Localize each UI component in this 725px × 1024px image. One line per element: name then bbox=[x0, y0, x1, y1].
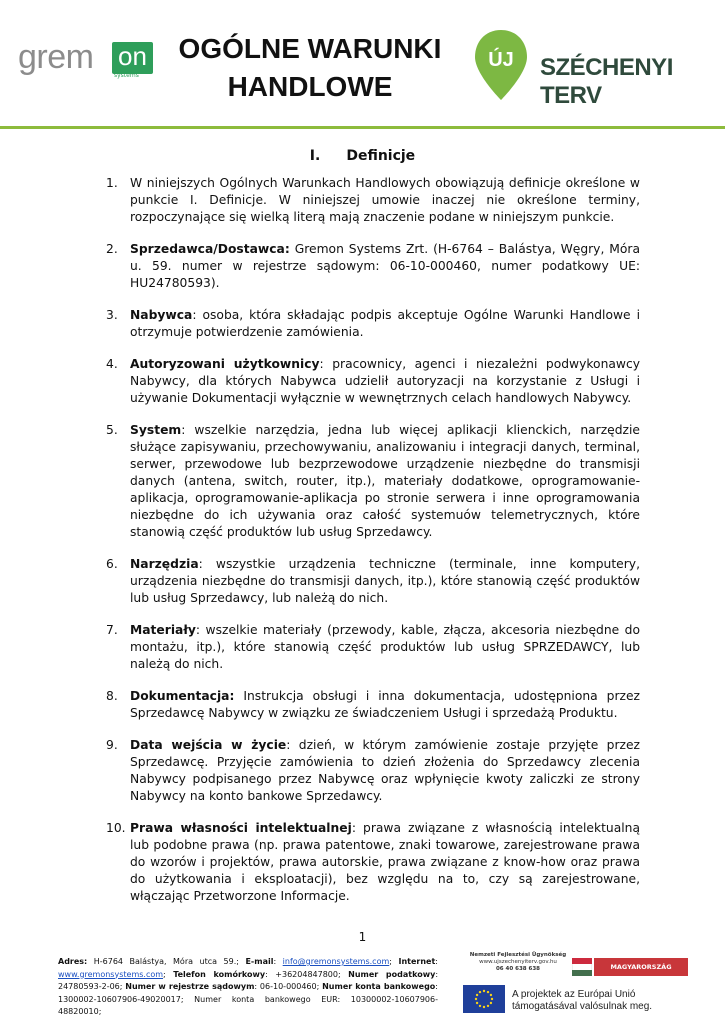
eu-star-icon bbox=[479, 991, 481, 993]
map-pin-icon bbox=[472, 28, 530, 102]
footer-email-end: ; bbox=[389, 957, 399, 966]
definitions-list bbox=[106, 175, 640, 920]
definition-text: dzień, w którym zamówienie zostaje przyjęte przez Sprzedawcę. Przyjęcie zamówienia to dzień złożenia do Sprzedawcy zlecenia Nabywcy podpisanego przez Nabywcę oraz wpłynięcie kwoty zaliczki ze strony Nabywcy na konto bankowe Sprzedawcy. bbox=[130, 738, 640, 803]
definition-item bbox=[106, 820, 640, 905]
definition-text: Gremon Systems Zrt. (H-6764 – Balástya, Węgry, Móra u. 59. numer w rejestrze sądowym: 06-10-000460, numer podatkowy UE: HU24780593). bbox=[130, 242, 640, 290]
definition-text: osoba, która składając podpis akceptuje Ogólne Warunki Handlowe i otrzymuje potwierdzenie zamówienia. bbox=[130, 308, 640, 339]
magyarorszag-megujul-badge: MAGYARORSZÁG MEGÚJUL bbox=[594, 958, 688, 976]
definition-separator: : bbox=[198, 557, 216, 571]
definition-item bbox=[106, 688, 640, 722]
eu-star-icon bbox=[475, 998, 477, 1000]
definition-number: 10. bbox=[106, 821, 126, 835]
definition-text: pracownicy, agenci i niezależni podwykonawcy Nabywcy, dla których Nabywca udzielił autoryzacji na korzystanie z Usługi i używanie Dokumentacji wyłącznie w wewnętrznych celach handlowych Nabywcy. bbox=[130, 357, 640, 405]
footer-address-label: Adres: bbox=[58, 957, 88, 966]
company-contact-footer bbox=[58, 956, 438, 1019]
definition-number: 4. bbox=[106, 357, 118, 371]
nfu-info bbox=[463, 952, 573, 973]
eu-flag-icon bbox=[463, 985, 505, 1013]
definition-text: wszelkie materiały (przewody, kable, złącza, akcesoria niezbędne do montażu, itp.), które stanowią część produktów lub usług SPRZEDAWCY, lub należą do nich. bbox=[130, 623, 640, 671]
definition-number: 9. bbox=[106, 738, 118, 752]
footer-website-link[interactable]: www.gremonsystems.com bbox=[58, 969, 164, 979]
definition-number: 1. bbox=[106, 176, 118, 190]
footer-internet-end: ; bbox=[163, 969, 174, 979]
footer-tax-label: Numer podatkowy bbox=[348, 969, 436, 979]
definition-number: 6. bbox=[106, 557, 118, 571]
footer-phone: : +36204847800; bbox=[265, 969, 349, 979]
definition-number: 3. bbox=[106, 308, 118, 322]
definition-text: wszelkie narzędzia, jedna lub więcej aplikacji klienckich, narzędzie służące zapisywaniu, przechowywaniu, analizowaniu i integracji danych, terminal, serwer, przewodowe lub bezprzewodowe urządzenie niezbędne do transmisji danych (antena, switch, router, itp.), materiały dodatkowe, oprogramowanie-aplikacja, oprogramowanie-aplikacja po stronie serwera i inne oprogramowania niezbędne do ich używania oraz całość systemuów telemetrycznych, które stanowią część produktów lub usług Sprzedawcy. bbox=[130, 423, 640, 539]
definition-separator: : bbox=[181, 423, 195, 437]
definition-item bbox=[106, 556, 640, 607]
definition-separator: : bbox=[286, 738, 299, 752]
gremon-logo-on-box: on bbox=[112, 42, 153, 74]
eu-star-icon bbox=[483, 990, 485, 992]
definition-text: wszystkie urządzenia techniczne (terminale, inne komputery, urządzenia niezbędne do transmisji danych, itp.), które stanowią część produktów lub usług Sprzedawcy, lub należą do nich. bbox=[130, 557, 640, 605]
hungarian-flag-icon bbox=[572, 958, 592, 976]
definition-item bbox=[106, 622, 640, 673]
document-title bbox=[160, 30, 460, 106]
eu-star-icon bbox=[487, 991, 489, 993]
szechenyi-terv-name: SZÉCHENYI TERV bbox=[540, 54, 673, 109]
definition-separator: : bbox=[351, 821, 364, 835]
definition-term: Autoryzowani użytkownicy bbox=[130, 357, 320, 371]
definition-text: Instrukcja obsługi i inna dokumentacja, udostępniona przez Sprzedawcę Nabywcy w związku ze świadczeniem Usługi i sprzedażą Produktu. bbox=[130, 689, 640, 720]
definition-number: 5. bbox=[106, 423, 118, 437]
eu-star-icon bbox=[487, 1005, 489, 1007]
definition-separator: : bbox=[319, 357, 333, 371]
footer-internet-label: Internet bbox=[398, 957, 436, 966]
nfu-name: Nemzeti Fejlesztési Ügynökség bbox=[469, 952, 567, 958]
definition-item bbox=[106, 737, 640, 805]
footer-address: H-6764 Balástya, Móra utca 59.; bbox=[87, 957, 246, 966]
nfu-phone: 06 40 638 638 bbox=[495, 966, 540, 972]
definition-term: Prawa własności intelektualnej bbox=[130, 821, 352, 835]
footer-phone-label: Telefon komórkowy bbox=[173, 969, 266, 979]
footer-internet-separator: : bbox=[435, 957, 438, 966]
eu-star-icon bbox=[479, 1005, 481, 1007]
footer-email-label: E-mail bbox=[245, 957, 274, 966]
definition-item bbox=[106, 356, 640, 407]
definition-item bbox=[106, 422, 640, 541]
footer-bank: : 1300002-10607906-49020017; Numer konta bankowego EUR: 10300002-10607906-48820010; bbox=[58, 982, 438, 1016]
definition-item bbox=[106, 241, 640, 292]
szechenyi-terv-logo bbox=[466, 24, 712, 108]
eu-star-icon bbox=[476, 994, 478, 996]
eu-star-icon bbox=[490, 1002, 492, 1004]
footer-court: : 06-10-000460; bbox=[254, 982, 323, 991]
document-title-line2: HANDLOWE bbox=[227, 71, 393, 102]
nfu-website: www.ujszechenyiterv.gov.hu bbox=[479, 959, 557, 965]
section-number: I. bbox=[309, 148, 321, 164]
eu-support-text: A projektek az Európai Unió támogatásával valósulnak meg. bbox=[512, 989, 653, 1012]
definition-separator: : bbox=[195, 623, 206, 637]
gremon-logo-sub: systems bbox=[114, 72, 139, 79]
definition-text: prawa związane z własnością intelektualną lub podobne prawa (np. prawa patentowe, znaki towarowe, zarejestrowane prawa do wzorów i projektów, prawa autorskie, prawa związane z know-how oraz prawa do użytkowania i eksploatacji), bez względu na to, czy są zarejestrowane, włączając Przetworzone Informacje. bbox=[130, 821, 641, 903]
gremon-logo bbox=[18, 38, 147, 79]
eu-star-icon bbox=[483, 1006, 485, 1008]
definition-number: 2. bbox=[106, 242, 118, 256]
footer-email-separator: : bbox=[273, 957, 283, 966]
section-heading bbox=[0, 148, 725, 164]
definition-number: 7. bbox=[106, 623, 118, 637]
eu-star-icon bbox=[490, 994, 492, 996]
definition-term: Materiały bbox=[130, 623, 196, 637]
definition-term: Sprzedawca/Dostawca: bbox=[130, 242, 290, 256]
definition-text: W niniejszych Ogólnych Warunkach Handlowych obowiązują definicje określone w punkcie I. Definicje. W niniejszej umowie inaczej nie określone terminy, rozpoczynające się wielką literą mają znaczenie podane w niniejszym punkcie. bbox=[130, 176, 640, 224]
definition-term: System bbox=[130, 423, 182, 437]
definition-term: Data wejścia w życie bbox=[130, 738, 287, 752]
eu-star-icon bbox=[491, 998, 493, 1000]
gremon-logo-word: grem bbox=[18, 38, 94, 76]
definition-term: Nabywca bbox=[130, 308, 193, 322]
definition-term: Narzędzia bbox=[130, 557, 199, 571]
eu-star-icon bbox=[476, 1002, 478, 1004]
section-title: Definicje bbox=[346, 148, 416, 164]
definition-item bbox=[106, 175, 640, 226]
definition-item bbox=[106, 307, 640, 341]
pin-label: ÚJ bbox=[488, 49, 514, 71]
footer-tax: : 24780593-2-06; bbox=[58, 969, 439, 991]
document-title-line1: OGÓLNE WARUNKI bbox=[178, 33, 442, 64]
footer-email-link[interactable]: info@gremonsystems.com bbox=[282, 957, 390, 966]
page-number: 1 bbox=[358, 930, 367, 944]
definition-number: 8. bbox=[106, 689, 118, 703]
header-divider bbox=[0, 126, 725, 129]
definition-separator: : bbox=[192, 308, 203, 322]
footer-court-label: Numer w rejestrze sądowym bbox=[125, 982, 255, 991]
definition-term: Dokumentacja: bbox=[130, 689, 235, 703]
footer-bank-label: Numer konta bankowego bbox=[322, 982, 436, 991]
